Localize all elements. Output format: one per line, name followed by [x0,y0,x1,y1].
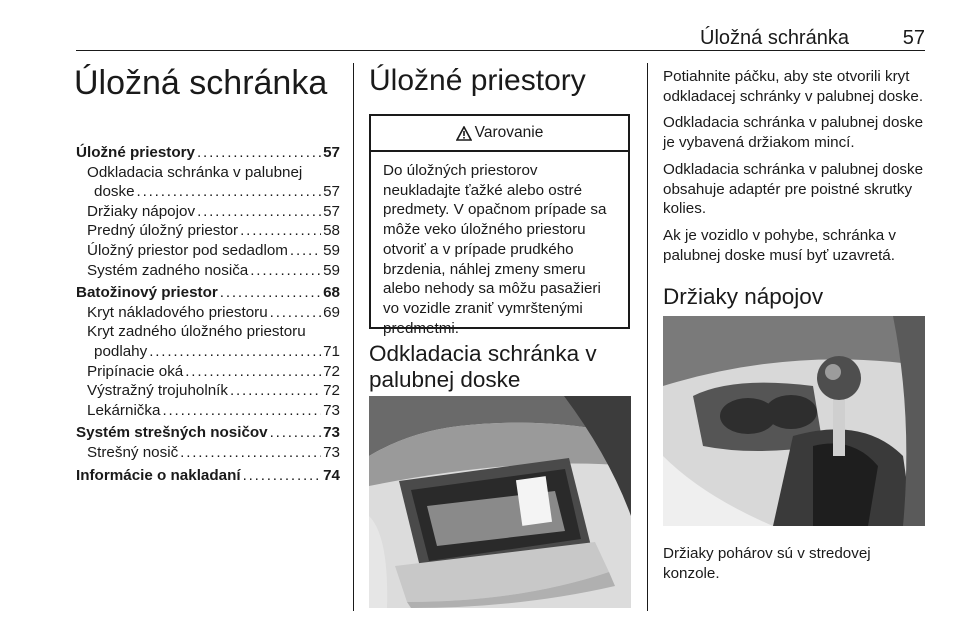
toc-leader-dots [149,342,321,362]
toc-entry-title: Informácie o nakladaní [76,466,241,484]
cupholder-photo [663,316,925,526]
warning-text: Do úložných priestorov neukladajte ťažké alebo ostré predmety. V opačnom prípade sa môže veko úložného priestoru otvoriť a v prípade prudkého brzdenia, náhlej zmeny smeru alebo nehody sa môžu pasažieri vo vozidle zraniť vymrštenými predmetmi. [383,162,607,337]
header-title: Úložná schránka [700,27,849,49]
toc-entry-title: Úložné priestory [76,144,195,161]
toc-entry[interactable] [76,182,340,202]
toc-entry-title: Predný úložný priestor [87,222,239,240]
paragraph: Odkladacia schránka v palubnej doske obsahuje adaptér pre poistné skrutky kolies. [663,160,924,218]
toc-entry-title: Výstražný trojuholník [87,382,228,400]
toc-entry-page: 73 [323,401,340,419]
warning-label: Varovanie [474,124,544,141]
toc-entry-page: 57 [323,144,340,161]
toc-section-entry[interactable] [76,466,340,486]
warning-triangle-icon [456,126,472,141]
toc-leader-dots [162,401,321,421]
toc-entry-title: Držiaky nápojov [87,202,196,220]
section-heading-cupholders: Držiaky nápojov [663,284,824,309]
toc-entry[interactable] [76,163,340,183]
toc-entry-title: Strešný nosič [87,443,179,461]
toc-entry-page: 57 [323,183,340,201]
toc-leader-dots [240,221,321,241]
toc-leader-dots [197,202,321,222]
column-divider-1 [353,63,354,611]
toc-leader-dots [290,241,321,261]
toc-leader-dots [220,283,321,303]
toc-section-entry[interactable] [76,423,340,443]
toc-entry-page: 72 [323,362,340,380]
toc-entry-page: 57 [323,202,340,220]
toc-entry-page: 58 [323,222,340,240]
paragraph: Odkladacia schránka v palubnej doske je vybavená držiakom mincí. [663,114,924,152]
toc-leader-dots [180,443,321,463]
toc-entry-page: 73 [323,443,340,461]
toc-leader-dots [270,303,321,323]
toc-entry-page: 59 [323,261,340,279]
glovebox-description [663,67,928,272]
paragraph: Potiahnite páčku, aby ste otvorili kryt odkladacej schránky v palubnej doske. [663,68,924,105]
toc-entry-page: 68 [323,284,340,302]
toc-entry-title: Kryt zadného úložného priestoru [87,323,306,341]
toc-entry-title: Pripínacie oká [87,362,184,380]
toc-leader-dots [243,466,322,486]
toc-entry-title: Úložný priestor pod sedadlom [87,241,288,259]
toc-entry-title: Batožinový priestor [76,284,218,302]
toc-entry-title: Kryt nákladového priestoru [87,303,268,321]
section-heading-glovebox: Odkladacia schránka v palubnej doske [369,341,597,392]
toc-entry-page: 74 [323,466,340,484]
chapter-title: Úložná schránka [74,64,328,102]
toc-entry-page: 69 [323,303,340,321]
table-of-contents [76,143,340,485]
toc-entry-title: Odkladacia schránka v palubnej [87,163,303,181]
toc-leader-dots [270,423,321,443]
toc-entry[interactable] [76,241,340,261]
toc-entry[interactable] [76,443,340,463]
toc-leader-dots [197,143,321,163]
warning-header [371,116,628,152]
toc-entry-page: 72 [323,382,340,400]
glovebox-photo [369,396,631,608]
toc-entry[interactable] [76,362,340,382]
toc-entry[interactable] [76,381,340,401]
section-heading-storage: Úložné priestory [369,64,586,97]
toc-entry-title: Systém strešných nosičov [76,424,268,442]
toc-entry[interactable] [76,303,340,323]
cupholder-caption: Držiaky pohárov sú v stredovej konzole. [663,545,871,582]
toc-leader-dots [185,362,321,382]
toc-leader-dots [250,261,321,281]
toc-entry[interactable] [76,202,340,222]
page-number: 57 [902,27,925,49]
toc-entry-page: 59 [323,241,340,259]
toc-entry[interactable] [76,221,340,241]
toc-entry-title: podlahy [94,342,148,360]
toc-entry[interactable] [76,401,340,421]
toc-entry-page: 71 [323,342,340,360]
toc-leader-dots [230,381,321,401]
header-divider [76,50,925,51]
column-divider-2 [647,63,648,611]
toc-entry[interactable] [76,322,340,342]
toc-leader-dots [137,182,322,202]
toc-entry-title: Lekárnička [87,401,161,419]
toc-section-entry[interactable] [76,143,340,163]
toc-entry[interactable] [76,261,340,281]
toc-entry-page: 73 [323,424,340,442]
toc-entry[interactable] [76,342,340,362]
paragraph: Ak je vozidlo v pohybe, schránka v palubnej doske musí byť uzavretá. [663,226,896,264]
toc-section-entry[interactable] [76,283,340,303]
warning-box [369,114,630,337]
toc-entry-title: doske [94,183,135,201]
toc-entry-title: Systém zadného nosiča [87,261,249,279]
